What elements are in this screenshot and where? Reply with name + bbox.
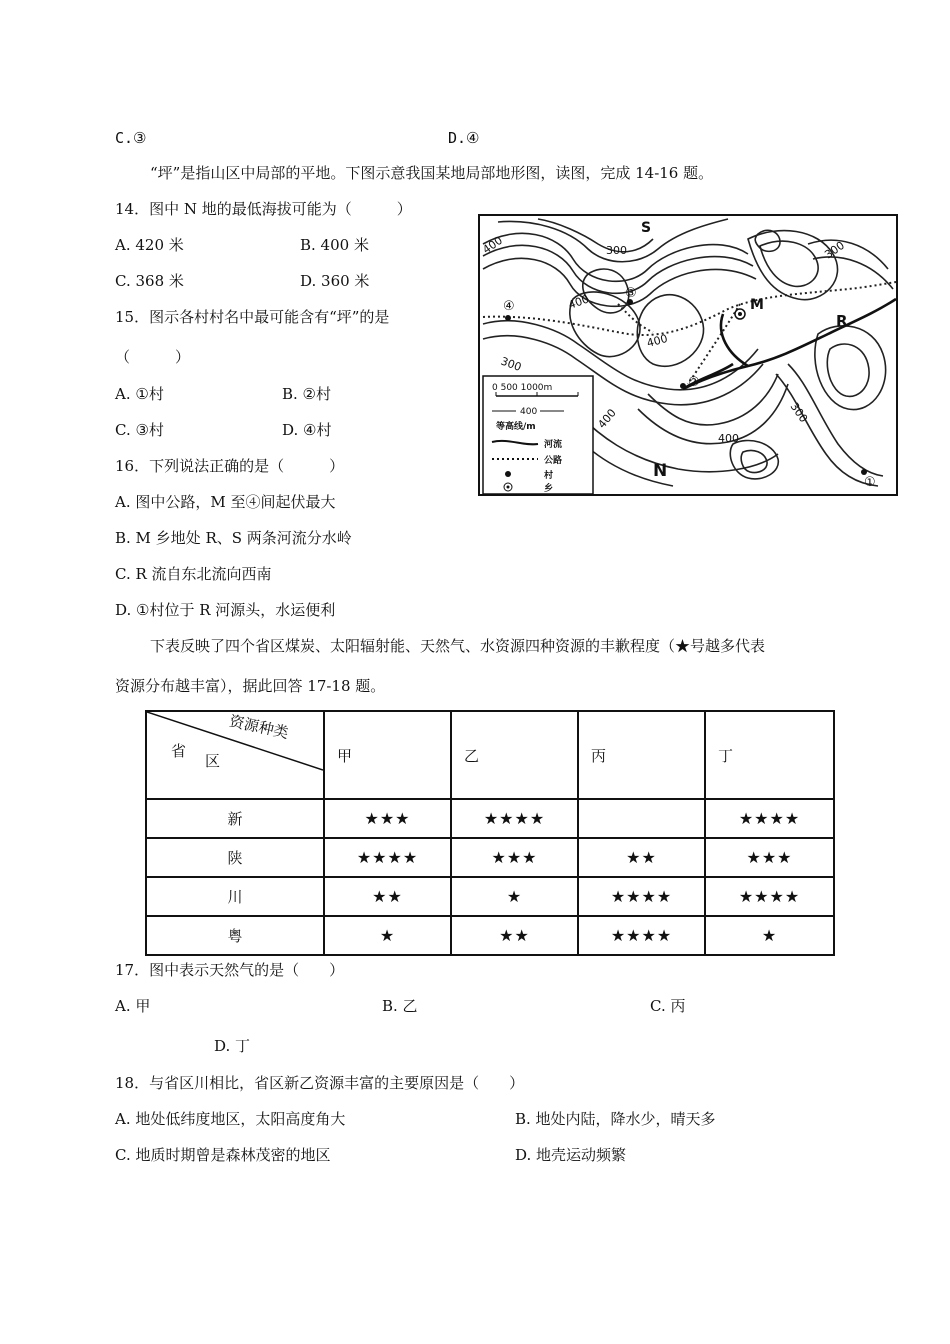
star-cell: ★★★★	[451, 799, 578, 838]
q17-option-a: A. 甲	[115, 997, 151, 1015]
contour-label-400-e: 400	[718, 432, 739, 445]
q14-option-c: C. 368 米	[115, 272, 184, 290]
village-4-label: ④	[503, 299, 515, 314]
question-15-paren: （ ）	[115, 348, 191, 366]
star-cell: ★★	[324, 877, 451, 916]
intro-paragraph-2b: 资源分布越丰富），据此回答 17-18 题。	[115, 677, 386, 695]
star-cell: ★	[705, 916, 834, 955]
contour-label-400-c: 400	[645, 331, 670, 350]
resource-table	[145, 710, 835, 956]
question-15: 15．图示各村村名中最可能含有“坪”的是	[115, 308, 390, 326]
star-cell	[578, 799, 705, 838]
q14-option-a: A. 420 米	[115, 236, 184, 254]
region-cell: 川	[146, 877, 324, 916]
header-province: 省	[171, 742, 187, 760]
contour-label-300-d: 300	[787, 400, 811, 425]
legend-contour: 等高线/m	[496, 422, 536, 432]
star-cell: ★★★★	[324, 838, 451, 877]
q17-option-c: C. 丙	[650, 997, 686, 1015]
contour-label-400-a: 400	[480, 233, 505, 257]
map-label-n: N	[653, 461, 668, 481]
table-row	[146, 916, 834, 955]
village-2-label: ②	[688, 375, 700, 390]
star-cell: ★★★	[705, 838, 834, 877]
star-cell: ★★★★	[578, 877, 705, 916]
legend-scale: 0 500 1000m	[492, 383, 553, 393]
q16-option-d: D. ①村位于 R 河源头，水运便利	[115, 601, 336, 619]
column-header-jia: 甲	[324, 711, 451, 799]
q18-option-c: C. 地质时期曾是森林茂密的地区	[115, 1146, 331, 1164]
region-cell: 陕	[146, 838, 324, 877]
q18-option-b: B. 地处内陆，降水少，晴天多	[515, 1110, 716, 1128]
intro-paragraph-1: “坪”是指山区中局部的平地。下图示意我国某地局部地形图，读图，完成 14-16 题。	[150, 164, 714, 182]
contour-label-300-b: 300	[822, 238, 847, 262]
legend-village: 村	[544, 471, 554, 481]
q14-option-b: B. 400 米	[300, 236, 369, 254]
q15-option-a: A. ①村	[115, 385, 164, 403]
header-region: 区	[205, 752, 221, 770]
map-legend	[483, 376, 593, 494]
contour-label-400-b: 400	[566, 292, 591, 312]
topographic-map	[478, 214, 898, 496]
contour-label-300-a: 300	[606, 244, 627, 257]
q18-option-d: D. 地壳运动频繁	[515, 1146, 627, 1164]
legend-town: 乡	[544, 484, 554, 494]
region-cell: 新	[146, 799, 324, 838]
contour-label-400-d: 400	[595, 406, 619, 431]
q16-option-a: A. 图中公路，M 至④间起伏最大	[115, 493, 336, 511]
village-1-label: ①	[864, 475, 876, 490]
legend-road: 公路	[544, 456, 563, 466]
q15-option-c: C. ③村	[115, 421, 164, 439]
q15-option-d: D. ④村	[282, 421, 332, 439]
option-c-prev: C.③	[115, 129, 147, 147]
legend-river: 河流	[544, 440, 563, 450]
q16-option-c: C. R 流自东北流向西南	[115, 565, 272, 583]
question-14: 14．图中 N 地的最低海拔可能为（ ）	[115, 200, 412, 218]
q14-option-d: D. 360 米	[300, 272, 370, 290]
star-cell: ★★★★	[705, 799, 834, 838]
question-18: 18．与省区川相比，省区新乙资源丰富的主要原因是（ ）	[115, 1074, 525, 1092]
star-cell: ★★★★	[705, 877, 834, 916]
star-cell: ★★★	[451, 838, 578, 877]
column-header-yi: 乙	[451, 711, 578, 799]
table-row	[146, 799, 834, 838]
star-cell: ★	[324, 916, 451, 955]
legend-contour-value: 400	[520, 407, 538, 417]
star-cell: ★★	[578, 838, 705, 877]
option-d-prev: D.④	[448, 129, 480, 147]
village-3-label: ③	[625, 286, 637, 301]
map-label-r: R	[836, 312, 848, 330]
q17-option-d: D. 丁	[214, 1037, 251, 1055]
contour-label-300-c: 300	[498, 354, 524, 375]
intro-paragraph-2a: 下表反映了四个省区煤炭、太阳辐射能、天然气、水资源四种资源的丰歉程度（★号越多代表	[150, 637, 766, 655]
question-16: 16．下列说法正确的是（ ）	[115, 457, 345, 475]
question-17: 17．图中表示天然气的是（ ）	[115, 961, 345, 979]
table-row	[146, 838, 834, 877]
table-corner-header	[146, 711, 324, 799]
q16-option-b: B. M 乡地处 R、S 两条河流分水岭	[115, 529, 352, 547]
star-cell: ★	[451, 877, 578, 916]
map-label-s: S	[641, 220, 652, 236]
table-row	[146, 877, 834, 916]
q17-option-b: B. 乙	[382, 997, 418, 1015]
star-cell: ★★	[451, 916, 578, 955]
column-header-ding: 丁	[705, 711, 834, 799]
star-cell: ★★★	[324, 799, 451, 838]
header-resource-type: 资源种类	[227, 711, 291, 743]
star-cell: ★★★★	[578, 916, 705, 955]
q18-option-a: A. 地处低纬度地区，太阳高度角大	[115, 1110, 346, 1128]
column-header-bing: 丙	[578, 711, 705, 799]
q15-option-b: B. ②村	[282, 385, 332, 403]
region-cell: 粤	[146, 916, 324, 955]
map-label-m: M	[750, 297, 764, 313]
